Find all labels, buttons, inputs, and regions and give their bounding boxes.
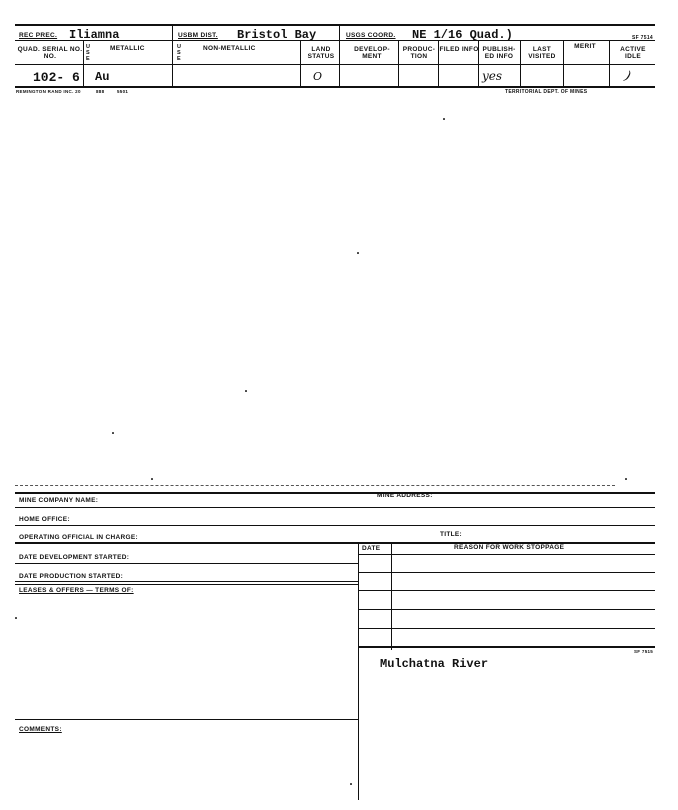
speck <box>625 478 627 480</box>
col-filed-info: FILED INFO <box>439 46 479 53</box>
mine-address-label: MINE ADDRESS: <box>377 492 433 499</box>
value-metallic: Au <box>95 70 110 84</box>
value-active-idle: ) <box>622 68 633 85</box>
col-quad-serial: QUAD. SERIAL NO. NO. <box>17 46 83 60</box>
card-div-7 <box>478 40 479 86</box>
col-land-status: LAND STATUS <box>307 46 335 60</box>
card-div-2 <box>339 24 340 86</box>
printer-code-b: 5501 <box>117 89 129 94</box>
table-left-border <box>358 542 359 650</box>
lower-top-line <box>15 492 655 494</box>
speck <box>443 118 445 120</box>
leases-offers-label: LEASES & OFFERS — TERMS OF: <box>19 587 134 594</box>
card-top-line <box>15 24 655 26</box>
col-last-visited: LAST VISITED <box>528 46 556 60</box>
title-label: TITLE: <box>440 531 463 538</box>
lower-top-dash <box>15 485 615 486</box>
col-active-idle: ACTIVE IDLE <box>620 46 646 60</box>
form-number-top: SF 7514 <box>631 35 653 41</box>
home-office-label: HOME OFFICE: <box>19 516 70 523</box>
usgs-coord-label: USGS COORD. <box>346 32 396 39</box>
rec-prec-value: Iliamna <box>69 28 120 42</box>
left-column-divider <box>358 650 359 800</box>
card-row1-line <box>15 40 655 41</box>
table-row-5 <box>358 646 655 648</box>
line-dev-started <box>15 563 358 564</box>
value-published-info: yes <box>482 69 503 83</box>
comments-label: COMMENTS: <box>19 726 62 733</box>
card-div-8 <box>520 40 521 86</box>
col-non-metallic: NON-METALLIC <box>203 45 256 52</box>
card-div-6 <box>438 40 439 86</box>
usgs-coord-value: NE 1/16 Quad.) <box>412 28 513 42</box>
printer-code-a: 888 <box>96 89 105 94</box>
top-card <box>15 24 655 86</box>
card-div-10 <box>609 40 610 86</box>
table-row-1 <box>358 572 655 573</box>
line-comments <box>15 719 358 720</box>
speck <box>350 783 352 785</box>
card-div-4 <box>300 40 301 86</box>
usbm-dist-label: USBM DIST. <box>178 32 218 39</box>
col-merit: MERIT <box>574 43 596 50</box>
form-number-bottom: SF 7515 <box>634 649 654 654</box>
table-head-line <box>358 554 655 555</box>
table-date-divider <box>391 542 392 650</box>
date-dev-started-label: DATE DEVELOPMENT STARTED: <box>19 554 130 561</box>
card-div-3 <box>83 40 84 86</box>
line-prod-started-2 <box>15 584 358 585</box>
col-use-metallic: U S E <box>86 44 91 62</box>
speck <box>357 252 359 254</box>
col-metallic: METALLIC <box>110 45 145 52</box>
reason-col-header: REASON FOR WORK STOPPAGE <box>454 544 565 551</box>
col-development: DEVELOP-MENT <box>354 46 390 60</box>
speck <box>112 432 114 434</box>
usbm-dist-value: Bristol Bay <box>237 28 317 42</box>
line-home-office <box>15 525 655 526</box>
speck <box>245 390 247 392</box>
line-company <box>15 507 655 508</box>
printer-mark: REMINGTON RAND INC. 20 <box>16 89 81 94</box>
col-published-info: PUBLISH-ED INFO <box>482 46 516 60</box>
rec-prec-label: REC PREC. <box>19 32 58 39</box>
date-col-header: DATE <box>362 545 381 552</box>
speck <box>151 478 153 480</box>
col-production: PRODUC-TION <box>402 46 436 60</box>
operating-official-label: OPERATING OFFICIAL IN CHARGE: <box>19 534 138 541</box>
value-land-status: O <box>313 70 323 83</box>
mine-company-name-label: MINE COMPANY NAME: <box>19 497 99 504</box>
card-div-5 <box>398 40 399 86</box>
department-name: TERRITORIAL DEPT. OF MINES <box>505 89 588 95</box>
table-row-3 <box>358 609 655 610</box>
location-note: Mulchatna River <box>380 657 489 671</box>
card-div-9 <box>563 40 564 86</box>
card-div-1 <box>172 24 173 86</box>
date-prod-started-label: DATE PRODUCTION STARTED: <box>19 573 124 580</box>
speck <box>15 617 17 619</box>
line-prod-started <box>15 581 358 582</box>
col-use-nonmetallic: U S E <box>177 44 182 62</box>
table-row-2 <box>358 590 655 591</box>
card-bottom-line <box>15 86 655 88</box>
table-row-4 <box>358 628 655 629</box>
card-row2-line <box>15 64 655 65</box>
value-quad-serial: 102- 6 <box>33 70 80 85</box>
